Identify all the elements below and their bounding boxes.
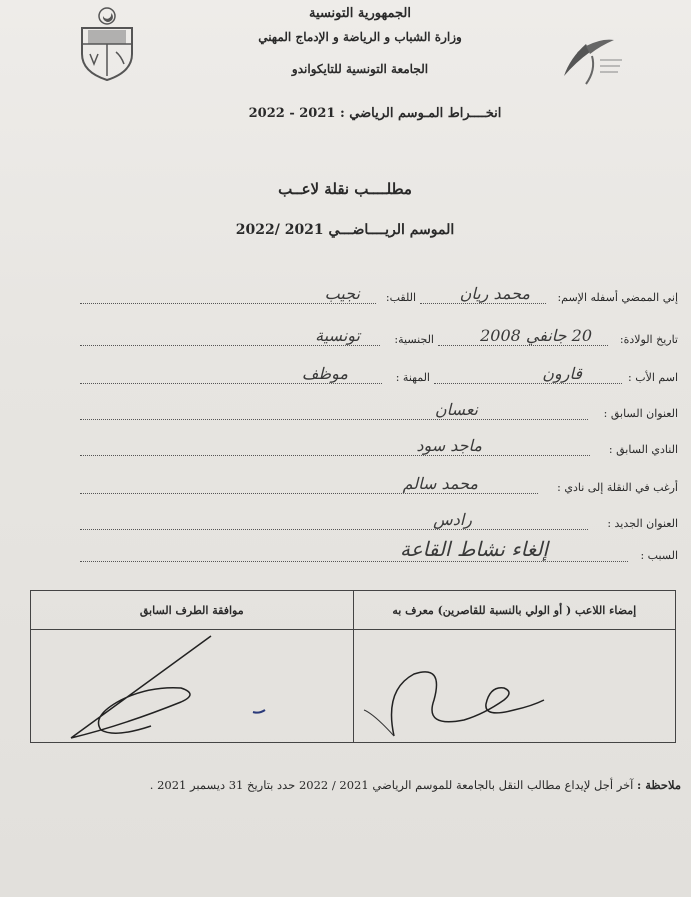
reason-row bbox=[80, 537, 678, 566]
father-value: قارون bbox=[542, 364, 582, 383]
old-address-value: نعسان bbox=[434, 400, 478, 419]
old-address-label: العنوان السابق : bbox=[603, 407, 678, 420]
old-address-row bbox=[80, 398, 678, 424]
reason-label: السبب : bbox=[640, 549, 678, 562]
name-label: إني الممضي أسفله الإسم: bbox=[557, 291, 678, 304]
surname-label: اللقب: bbox=[385, 291, 416, 304]
note-text: آخر أجل لإيداع مطالب النقل بالجامعة للموسم الرياضي 2021 / 2022 حدد بتاريخ 31 ديسمبر 2021 . bbox=[149, 778, 634, 792]
form-subtitle: الموسم الريــــاضـــي 2021 /2022 bbox=[235, 222, 455, 238]
old-club-value: ماجد سود bbox=[416, 436, 482, 455]
nationality-label: الجنسية: bbox=[394, 333, 434, 346]
deadline-note bbox=[96, 778, 681, 792]
republic-heading: الجمهورية التونسية bbox=[309, 6, 411, 21]
profession-label: المهنة : bbox=[395, 371, 430, 384]
father-label: اسم الأب : bbox=[628, 371, 678, 384]
new-address-row bbox=[80, 508, 678, 534]
old-club-label: النادي السابق : bbox=[608, 443, 678, 456]
federation-logo-icon bbox=[556, 36, 628, 92]
ministry-heading: وزارة الشباب و الرياضة و الإدماج المهني bbox=[258, 30, 462, 44]
new-club-value: محمد سالم bbox=[402, 474, 478, 493]
player-signature-cell bbox=[353, 630, 676, 743]
dob-value: 20 جانفي 2008 bbox=[480, 326, 592, 345]
surname-value: نجيب bbox=[324, 284, 360, 303]
reason-value: إلغاء نشاط القاعة bbox=[399, 537, 548, 561]
note-label: ملاحظة : bbox=[637, 778, 681, 792]
father-row bbox=[80, 362, 678, 388]
dob-label: تاريخ الولادة: bbox=[619, 333, 678, 346]
form-title: مطلــــب نقلة لاعــب bbox=[278, 180, 412, 198]
name-value: محمد ريان bbox=[459, 284, 530, 303]
new-address-label: العنوان الجديد : bbox=[607, 517, 678, 530]
new-club-label: أرغب في النقلة إلى نادي : bbox=[557, 481, 678, 494]
name-row bbox=[80, 282, 678, 308]
player-signature-icon bbox=[354, 630, 676, 742]
signature-table bbox=[30, 590, 676, 743]
federation-heading: الجامعة التونسية للتايكواندو bbox=[291, 62, 429, 76]
dob-row bbox=[80, 324, 678, 350]
player-signature-header: إمضاء اللاعب ( أو الولي بالنسبة للقاصرين) معرف به bbox=[353, 591, 676, 630]
profession-value: موظف bbox=[301, 364, 348, 383]
season-header: انخــــراط المـوسم الرياضي : 2021 - 2022 bbox=[248, 106, 502, 121]
previous-party-signature-icon bbox=[31, 630, 353, 742]
old-club-row bbox=[80, 434, 678, 460]
previous-party-approval-header: موافقة الطرف السابق bbox=[31, 591, 354, 630]
tunisia-coat-of-arms-icon bbox=[76, 6, 138, 82]
new-address-value: رادس bbox=[433, 510, 472, 529]
previous-party-signature-cell bbox=[31, 630, 354, 743]
nationality-value: تونسية bbox=[315, 326, 360, 345]
new-club-row bbox=[80, 472, 678, 498]
